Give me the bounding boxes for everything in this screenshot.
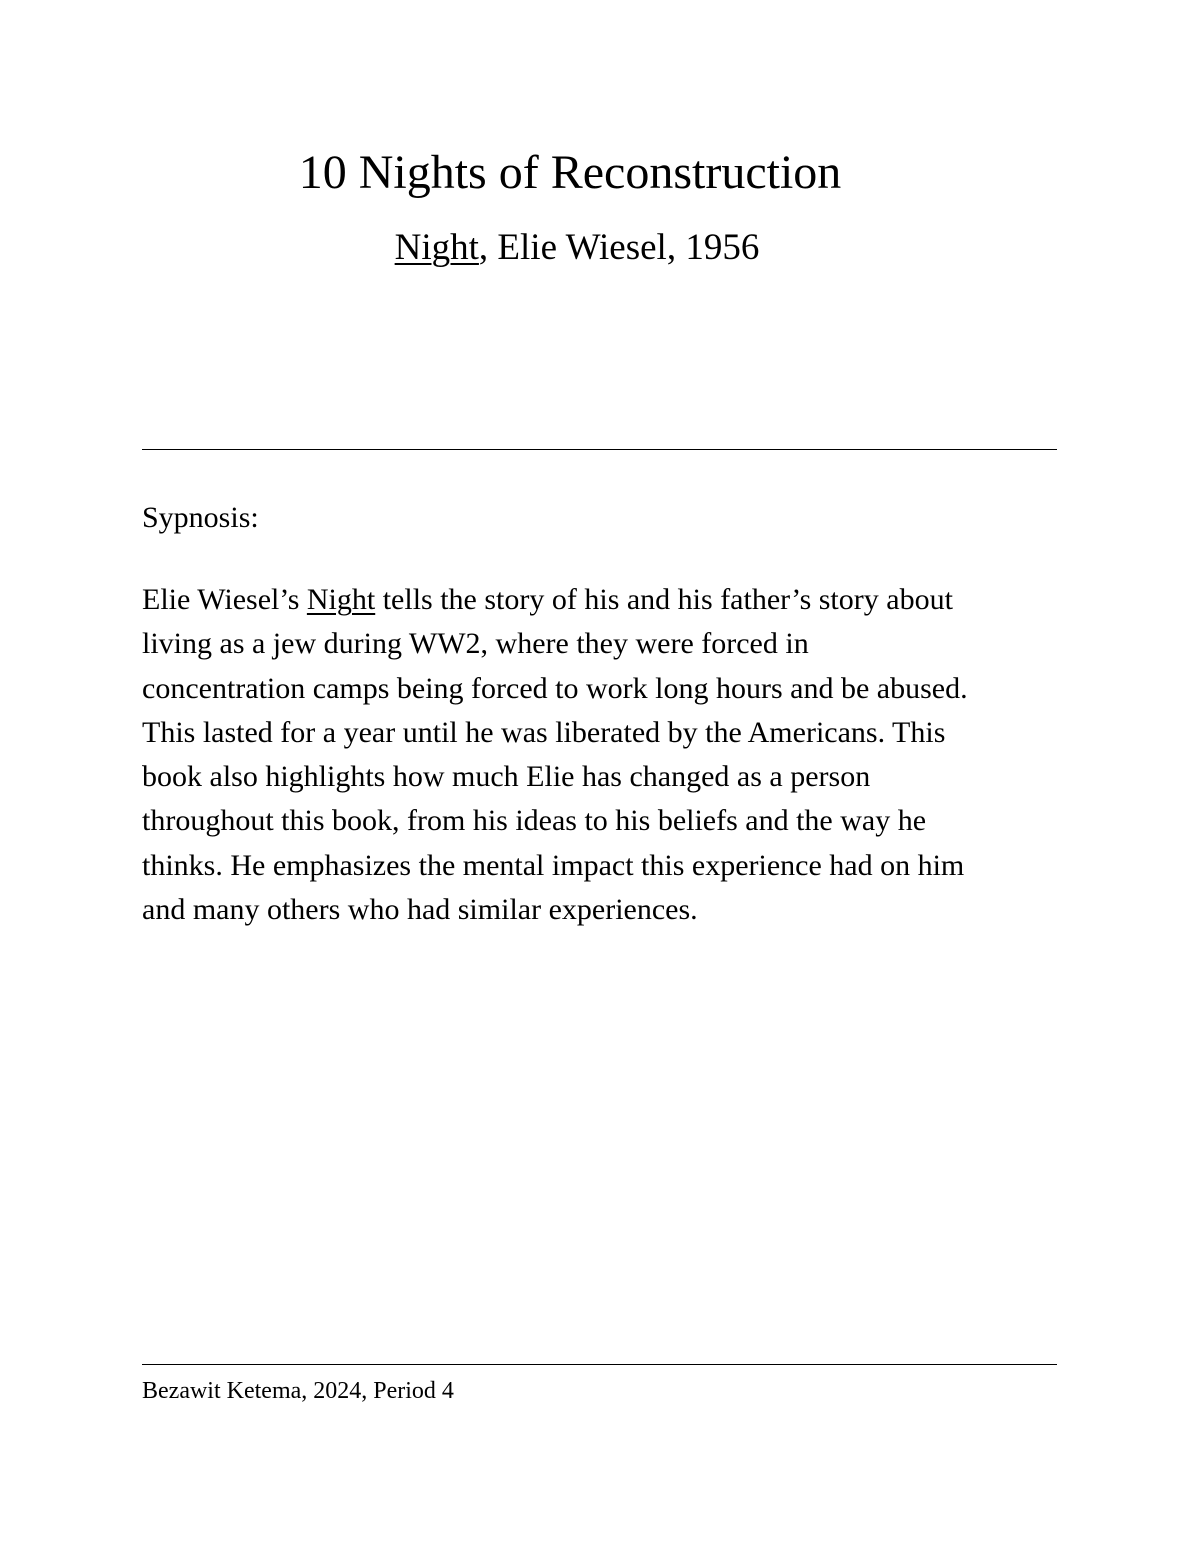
synopsis-line: This lasted for a year until he was liberated by the Americans. This — [142, 715, 946, 749]
section-label: Sypnosis: — [142, 501, 259, 534]
footer-divider — [142, 1364, 1057, 1365]
page-title: 10 Nights of Reconstruction — [298, 146, 842, 199]
synopsis-line: throughout this book, from his ideas to his beliefs and the way he — [142, 804, 927, 838]
synopsis-line: concentration camps being forced to work long hours and be abused. — [142, 671, 968, 705]
page-subtitle — [0, 224, 1154, 272]
book-title-inline: Night — [306, 583, 376, 616]
synopsis-paragraph — [142, 578, 1082, 932]
synopsis-line: living as a jew during WW2, where they were forced in — [142, 627, 809, 661]
synopsis-line: book also highlights how much Elie has changed as a person — [142, 760, 871, 794]
synopsis-line — [142, 578, 1082, 622]
footer-credit: Bezawit Ketema, 2024, Period 4 — [142, 1378, 454, 1404]
synopsis-line: thinks. He emphasizes the mental impact this experience had on him — [142, 848, 965, 882]
subtitle-details: , Elie Wiesel, 1956 — [478, 227, 760, 268]
top-divider — [142, 449, 1057, 450]
synopsis-text: tells the story of his and his father’s story about — [375, 583, 953, 616]
synopsis-text: Elie Wiesel’s — [142, 583, 307, 616]
book-title: Night — [394, 227, 479, 268]
synopsis-line: and many others who had similar experiences. — [142, 893, 698, 927]
